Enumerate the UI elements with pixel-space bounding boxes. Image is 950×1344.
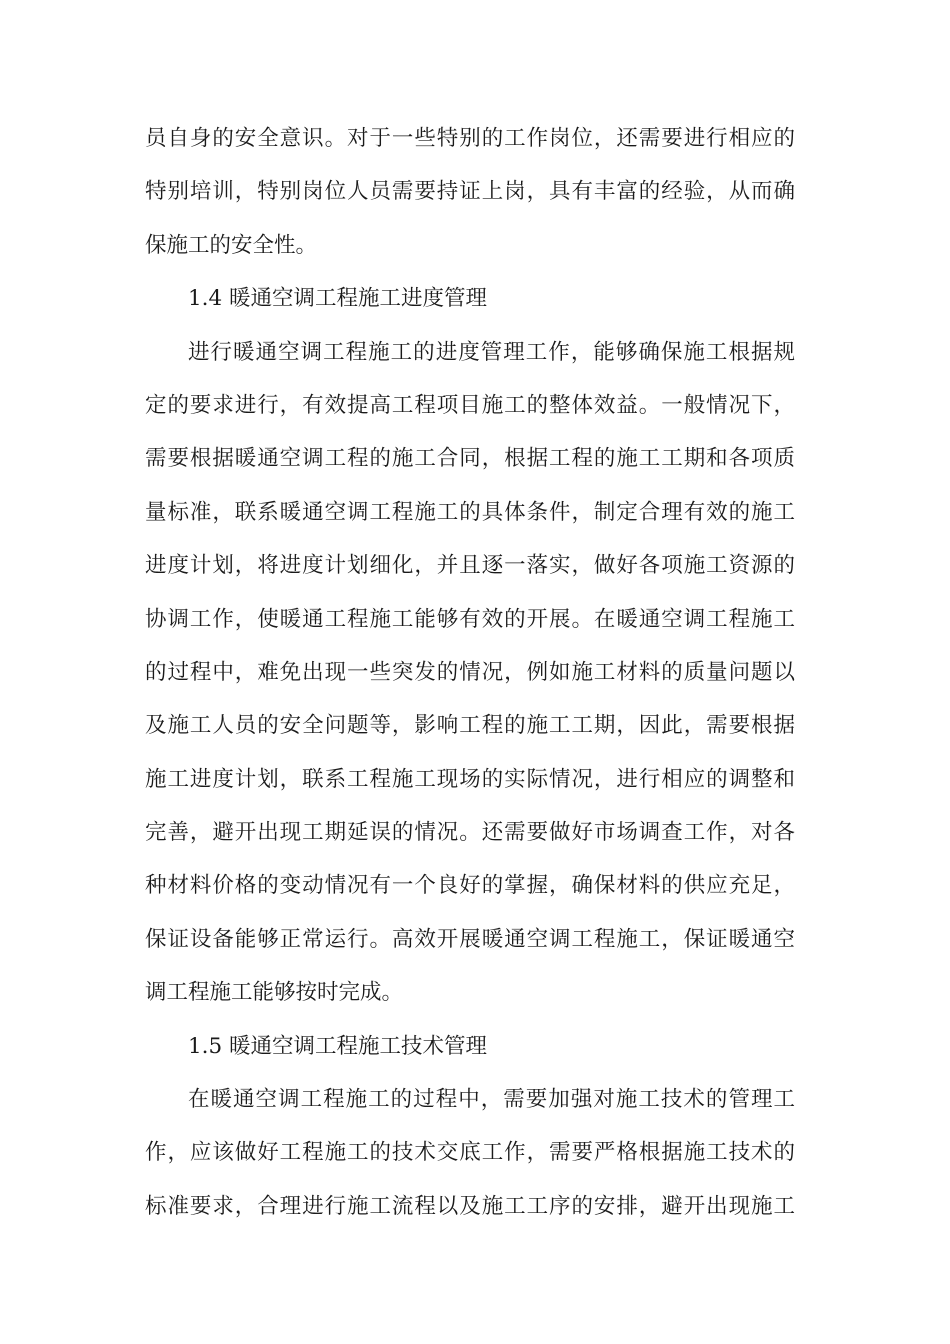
text-line: 及施工人员的安全问题等，影响工程的施工工期，因此，需要根据 <box>145 713 795 739</box>
text-line: 保证设备能够正常运行。高效开展暖通空调工程施工，保证暖通空 <box>145 926 795 952</box>
text-line: 种材料价格的变动情况有一个良好的掌握，确保材料的供应充足， <box>145 873 795 899</box>
text-line: 量标准，联系暖通空调工程施工的具体条件，制定合理有效的施工 <box>145 499 795 525</box>
text-line: 协调工作，使暖通工程施工能够有效的开展。在暖通空调工程施工 <box>145 606 795 632</box>
text-line: 标准要求，合理进行施工流程以及施工工序的安排，避开出现施工 <box>145 1193 795 1219</box>
text-line: 在暖通空调工程施工的过程中，需要加强对施工技术的管理工 <box>188 1087 795 1113</box>
text-line: 作，应该做好工程施工的技术交底工作，需要严格根据施工技术的 <box>145 1140 795 1166</box>
text-line: 员自身的安全意识。对于一些特别的工作岗位，还需要进行相应的 <box>145 126 795 151</box>
section-heading-1-4: 1.4 暖通空调工程施工进度管理 <box>188 286 488 312</box>
body-text <box>145 112 795 1233</box>
section-heading-1-5: 1.5 暖通空调工程施工技术管理 <box>188 1033 488 1059</box>
text-line: 保施工的安全性。 <box>145 232 318 258</box>
text-line: 进度计划，将进度计划细化，并且逐一落实，做好各项施工资源的 <box>145 553 795 579</box>
text-line: 需要根据暖通空调工程的施工合同，根据工程的施工工期和各项质 <box>145 446 795 472</box>
text-line: 的过程中，难免出现一些突发的情况，例如施工材料的质量问题以 <box>145 659 795 685</box>
text-line: 完善，避开出现工期延误的情况。还需要做好市场调查工作，对各 <box>145 820 795 846</box>
text-line: 调工程施工能够按时完成。 <box>145 980 404 1006</box>
text-line: 进行暖通空调工程施工的进度管理工作，能够确保施工根据规 <box>188 339 795 365</box>
text-line: 定的要求进行，有效提高工程项目施工的整体效益。一般情况下， <box>145 392 795 418</box>
text-line: 施工进度计划，联系工程施工现场的实际情况，进行相应的调整和 <box>145 766 795 792</box>
text-line: 特别培训，特别岗位人员需要持证上岗，具有丰富的经验，从而确 <box>145 179 795 205</box>
